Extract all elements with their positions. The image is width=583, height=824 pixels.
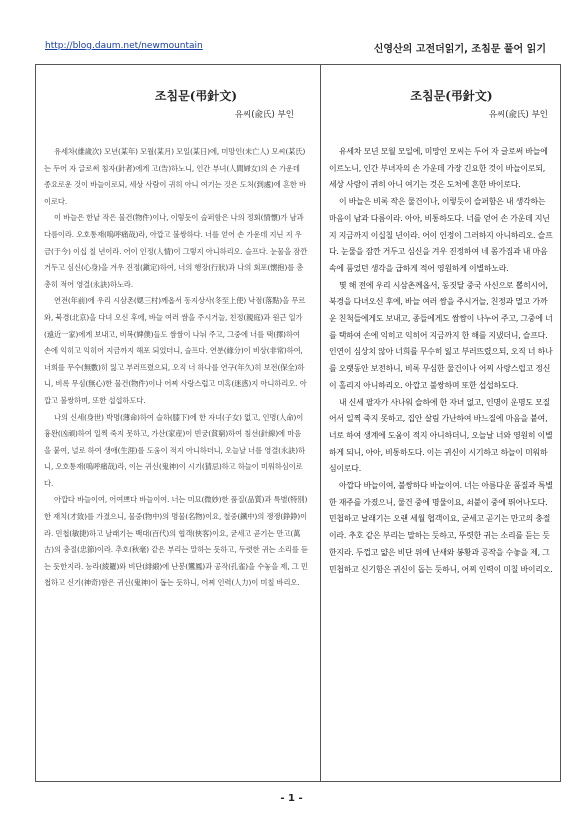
- right-column-title: 조침문(弔針文): [410, 89, 493, 103]
- left-column-author: 유씨(兪氏) 부인: [234, 110, 294, 120]
- paragraph: 연전(年前)에 우리 시삼촌(媤三村)께옵서 동지상사(冬至上使) 낙점(落點)을 무르와, 북경(北京)을 다녀 오신 후에, 바늘 여러 쌈을 주시거늘, 친정(親庭)과 원근 일가(遠近一家)에게 보내고, 비복(婢僕)들도 쌈쌈이 나눠 주고, 그중에 너를 택(擇)하여 손에 익히고 익히어 지금까지 해포 되었더니, 슬프다. 연분(緣分)이 비상(非常)하여, 너희를 무수(無數)히 잃고 부러뜨렸으되, 오직 너 하나를 연구(年久)히 보전(保全)하니, 비록 무심(無心)한 물건(物件)이나 어찌 사랑스럽고 미혹(迷惑)지 아니하리오. 아깝고 불쌍하며, 또한 섭섭하도다.: [44, 296, 307, 405]
- paragraph: 아깝다 바늘이여, 어여쁘다 바늘이여. 너는 미묘(微妙)한 품질(品質)과 특별(特別)한 재치(才致)를 가졌으니, 물중(物中)의 명물(名物)이요, 철중(鐵中)의 쟁쟁(錚錚)이라. 민첩(敏捷)하고 날래기는 백대(百代)의 협객(俠客)이요, 굳세고 곧기는 만고(萬古)의 충절(忠節)이라. 추호(秋毫) 같은 부리는 말하는 듯하고, 두렷한 귀는 소리를 듣는 듯한지라. 능라(綾羅)와 비단(緋緞)에 난봉(鸞鳳)과 공작(孔雀)을 수놓을 제, 그 민첩하고 신기(神奇)함은 귀신(鬼神)이 돕는 듯하니, 어찌 인력(人力)이 미칠 바리오.: [44, 495, 308, 588]
- paragraph: 아깝다 바늘이여, 불쌍하다 바늘이여. 너는 아름다운 품질과 특별한 재주를 가졌으니, 물건 중에 명물이요, 쇠붙이 중에 뛰어나도다. 민첩하고 날래기는 오랜 세월 협객이요, 굳세고 곧기는 만고의 충절이라. 추호 같은 부리는 말하는 듯하고, 뚜렷한 귀는 소리를 듣는 듯한지라. 두껍고 얇은 비단 위에 난새와 봉황과 공작을 수놓을 제, 그 민첩하고 신기함은 귀신이 돕는 듯하니, 어찌 인력이 미칠 바이리오.: [329, 481, 553, 574]
- page-number: - 1 -: [280, 793, 303, 804]
- paragraph: 유세차(維歲次) 모년(某年) 모월(某月) 모일(某日)에, 미망인(未亡人) 모씨(某氏)는 두어 자 글로써 침자(針者)에게 고(告)하노니, 인간 부녀(人間婦女)의 손 가운데 종요로운 것이 바늘이로되, 세상 사람이 귀히 아니 여기는 것은 도처(到處)에 흔한 바이로다.: [44, 147, 306, 206]
- blog-url-link[interactable]: http://blog.daum.net/newmountain: [45, 41, 203, 51]
- modern-text-column: [320, 65, 562, 781]
- paragraph: 나의 신세(身世) 박명(薄命)하여 슬하(膝下)에 한 자녀(子女) 없고, 인명(人命)이 흉완(凶頑)하여 일찍 죽지 못하고, 가산(家産)이 빈궁(貧窮)하여 침선(針線)에 마음을 붙여, 널로 하여 생애(生涯)를 도움이 적지 아니하더니, 오늘날 너를 영결(永訣)하니, 오호통재(嗚呼痛哉)라, 이는 귀신(鬼神)이 시기(猜忌)하고 하늘이 미워하심이로다.: [44, 412, 305, 488]
- paragraph: 이 바늘은 한낱 작은 물건(物件)이나, 이렇듯이 슬퍼함은 나의 정회(情懷)가 남과 다름이라. 오호통재(嗚呼痛哉)라, 아깝고 불쌍하다. 너를 얻어 손 가운데 지닌 지 우금(于今) 이십 칠 년이라. 어이 인정(人情)이 그렇지 아니하리오. 슬프다. 눈물을 잠깐 거두고 심신(心身)을 겨우 진정(鎭定)하여, 너의 행장(行狀)과 나의 회포(懷抱)를 총총히 적어 영결(永訣)하노라.: [44, 213, 308, 289]
- paragraph: 몇 해 전에 우리 시삼촌께옵서, 동짓달 중국 사신으로 뽑히시어, 북경을 다녀오신 후에, 바늘 여러 쌈을 주시거늘, 친정과 멀고 가까운 친척들에게도 보내고, 종들에게도 쌈쌈이 나누어 주고, 그중에 너를 택하여 손에 익히고 익히어 지금까지 한 해를 지냈더니, 슬프다. 인연이 심상치 않아 너희를 무수히 잃고 부러뜨렸으되, 오직 너 하나를 오랫동안 보전하니, 비록 무심한 물건이나 어찌 사랑스럽고 정신이 홀리지 아니하리오. 아깝고 불쌍하며 또한 섭섭하도다.: [329, 280, 553, 390]
- original-text-column: [36, 65, 316, 781]
- document-title: 신영산의 고전더읽기, 조침문 풀어 읽기: [373, 44, 546, 55]
- paragraph: 유세차 모년 모월 모일에, 미망인 모씨는 두어 자 글로써 바늘에 이르노니, 인간 부녀자의 손 가운데 가장 긴요한 것이 바늘이로되, 세상 사람이 귀히 아니 여기는 것은 도처에 흔한 바이로다.: [329, 147, 548, 190]
- right-column-body: [329, 144, 554, 578]
- left-column-body: [44, 144, 308, 592]
- paragraph: 내 신세 팔자가 사나워 슬하에 한 자녀 없고, 인명이 운명도 모질어서 일찍 죽지 못하고, 집안 살림 가난하여 바느질에 마음을 붙여, 너로 하여 생계에 도움이 적지 아니하더니, 오늘날 너와 영원히 이별하게 되니, 아아, 비통하도다. 이는 귀신이 시기하고 하늘이 미워하심이로다.: [329, 397, 553, 474]
- left-column-title: 조침문(弔針文): [154, 89, 238, 103]
- content-frame: [35, 64, 561, 782]
- paragraph: 이 바늘은 비록 작은 물건이나, 이렇듯이 슬퍼함은 내 생각하는 마음이 남과 다름이라. 아아, 비통하도다. 너를 얻어 손 가운데 지닌 지 지금까지 이십칠 년이라. 어이 인정이 그러하지 아니하리오. 슬프다. 눈물을 잠깐 거두고 심신을 겨우 진정하여 네 몸가짐과 내 마음속에 품었던 생각을 급하게 적어 영원하게 이별하노라.: [329, 197, 553, 273]
- page-header: [35, 10, 558, 55]
- right-column-author: 유씨(兪氏) 부인: [488, 110, 548, 120]
